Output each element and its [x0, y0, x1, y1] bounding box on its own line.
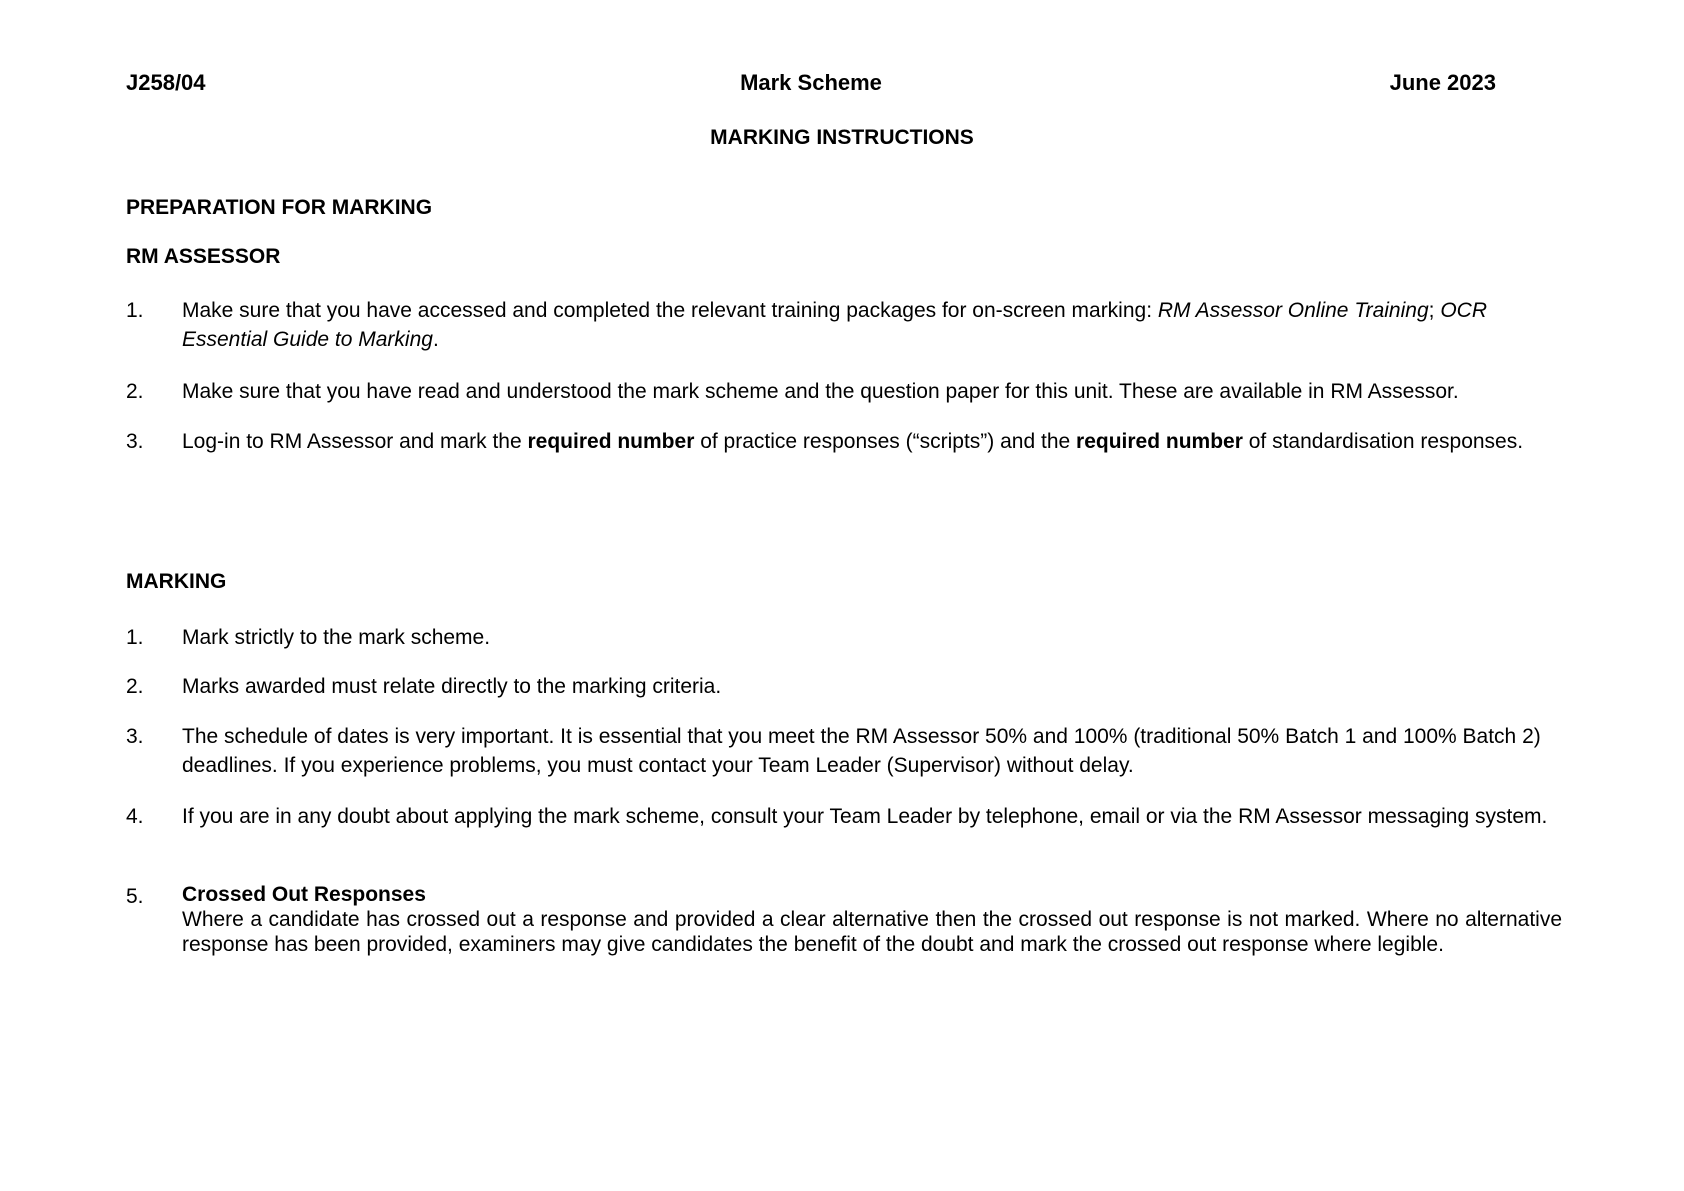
rm-assessor-subheading: RM ASSESSOR — [126, 245, 281, 268]
item-text: Mark strictly to the mark scheme. — [182, 626, 491, 649]
page-header — [126, 70, 1496, 100]
item-number: 3. — [126, 725, 144, 748]
item-number: 4. — [126, 805, 144, 828]
paper-code: J258/04 — [126, 70, 206, 95]
item-text: If you are in any doubt about applying the mark scheme, consult your Team Leader by telephone, email or via the RM Assessor messaging system. — [182, 805, 1548, 828]
item-number: 1. — [126, 299, 144, 322]
preparation-heading: PREPARATION FOR MARKING — [126, 196, 433, 219]
item-number: 1. — [126, 626, 144, 649]
item-text: The schedule of dates is very important. It is essential that you meet the RM Assessor 50% and 100% (traditional 50% Batch 1 and 100% Batch 2) deadlines. If you experience problems, you must contact your Team Leader (Supervisor) without delay. — [182, 725, 1541, 777]
item-text: Log-in to RM Assessor and mark the required number of practice responses (“scripts”) and the required number of standardisation responses. — [182, 430, 1524, 453]
item-number: 3. — [126, 430, 144, 453]
item-title: Crossed Out Responses — [182, 883, 426, 906]
item-number: 5. — [126, 885, 144, 908]
page-title: MARKING INSTRUCTIONS — [710, 126, 974, 149]
item-number: 2. — [126, 380, 144, 403]
item-text: Where a candidate has crossed out a response and provided a clear alternative then the crossed out response is not marked. Where no alternative response has been provided, examiners may give candidates the benefit of the doubt and mark the crossed out response where legible. — [182, 908, 1562, 956]
item-text: Make sure that you have accessed and completed the relevant training packages for on-screen marking: RM Assessor Online Training; OCR Essential Guide to Marking. — [182, 299, 1487, 351]
item-number: 2. — [126, 675, 144, 698]
header-title: Mark Scheme — [740, 70, 882, 95]
item-text: Make sure that you have read and understood the mark scheme and the question paper for this unit. These are available in RM Assessor. — [182, 380, 1459, 403]
marking-heading: MARKING — [126, 570, 227, 593]
item-text: Marks awarded must relate directly to the marking criteria. — [182, 675, 722, 698]
item-content — [182, 882, 1562, 957]
exam-date: June 2023 — [1389, 70, 1496, 95]
